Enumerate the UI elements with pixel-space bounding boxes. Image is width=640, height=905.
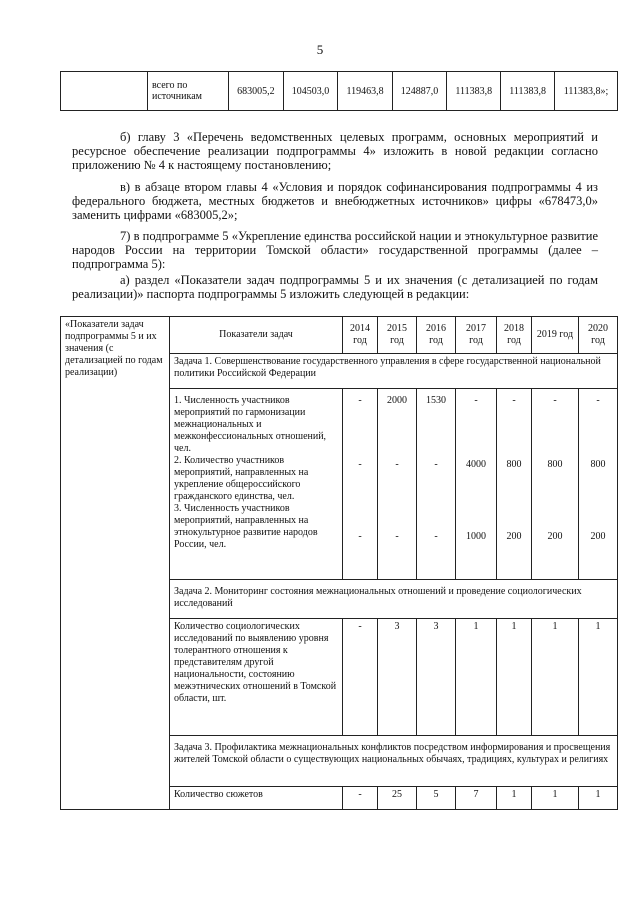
header-year: 2015 год xyxy=(378,317,417,354)
values-cell xyxy=(378,389,417,580)
indicator-value: 800 xyxy=(590,459,606,470)
header-indicators: Показатели задач xyxy=(170,317,343,354)
indicator-value: 2000 xyxy=(387,395,407,406)
values-cell xyxy=(456,389,497,580)
indicator-name: 1. Численность участников мероприятий по гармонизации межнациональных и межконфессиональных отношений, чел. xyxy=(174,395,327,454)
summary-label: всего по источникам xyxy=(148,72,229,111)
header-year: 2014 год xyxy=(343,317,378,354)
indicator-value: 200 xyxy=(547,531,563,542)
indicator-value: - xyxy=(395,531,399,542)
values-cell xyxy=(417,389,456,580)
indicator-value: 200 xyxy=(590,531,606,542)
header-year: 2018 год xyxy=(497,317,532,354)
summary-table xyxy=(60,71,618,111)
paragraph-v: в) в абзаце втором главы 4 «Условия и порядок софинансирования подпрограммы 4 из федерального бюджета, местных бюджетов и внебюджетных источников» цифры «678473,0» заменить цифрами «683005,2»; xyxy=(72,180,598,222)
header-year: 2017 год xyxy=(456,317,497,354)
indicator-value: 4000 xyxy=(466,459,486,470)
indicator-value: - xyxy=(512,395,516,406)
indicator-value: 1 xyxy=(579,619,618,736)
indicator-names xyxy=(170,389,343,580)
indicator-value: - xyxy=(553,395,557,406)
indicator-value: 800 xyxy=(506,459,522,470)
page-number: 5 xyxy=(316,42,324,57)
table-header-row xyxy=(61,317,618,354)
empty-cell xyxy=(61,72,148,111)
paragraph-a: а) раздел «Показатели задач подпрограммы 5 и их значения (с детализацией по годам реализации)» паспорта подпрограммы 5 изложить следующей в редакции: xyxy=(72,273,598,301)
task-title: Задача 1. Совершенствование государственного управления в сфере государственной национальной политики Российской Федерации xyxy=(170,354,618,389)
summary-value: 104503,0 xyxy=(283,72,338,111)
indicator-value: 1 xyxy=(579,787,618,810)
values-cell xyxy=(532,389,579,580)
values-cell xyxy=(579,389,618,580)
header-year: 2016 год xyxy=(417,317,456,354)
indicator-value: 25 xyxy=(378,787,417,810)
indicator-value: - xyxy=(395,459,399,470)
indicator-value: - xyxy=(358,395,362,406)
indicator-value: - xyxy=(358,459,362,470)
task-title: Задача 3. Профилактика межнациональных конфликтов посредством информирования и просвещения жителей Томской области о существующих национальных обычаях, традициях, культурах и религиях xyxy=(170,736,618,787)
indicator-value: 1 xyxy=(456,619,497,736)
indicator-name: Количество социологических исследований по выявлению уровня толерантного отношения к представителям другой национальности, состоянию межэтнических отношений в Томской области, шт. xyxy=(170,619,343,736)
indicator-value: 1 xyxy=(497,787,532,810)
header-year: 2019 год xyxy=(532,317,579,354)
task-title: Задача 2. Мониторинг состояния межнациональных отношений и проведение социологических исследований xyxy=(170,580,618,619)
indicator-value: 1 xyxy=(497,619,532,736)
indicators-table xyxy=(60,316,618,810)
summary-value: 119463,8 xyxy=(338,72,392,111)
table-row xyxy=(61,72,618,111)
summary-value: 111383,8 xyxy=(501,72,555,111)
summary-value: 683005,2 xyxy=(229,72,284,111)
indicator-value: 5 xyxy=(417,787,456,810)
indicator-value: - xyxy=(358,531,362,542)
indicator-value: - xyxy=(434,459,438,470)
indicator-value: 1 xyxy=(532,787,579,810)
indicator-value: 800 xyxy=(547,459,563,470)
indicator-value: 1 xyxy=(532,619,579,736)
summary-value: 124887,0 xyxy=(392,72,447,111)
indicator-value: 3 xyxy=(417,619,456,736)
indicator-value: 7 xyxy=(456,787,497,810)
indicator-value: 1530 xyxy=(426,395,446,406)
values-cell xyxy=(497,389,532,580)
indicator-value: - xyxy=(474,395,478,406)
indicator-value: - xyxy=(343,787,378,810)
header-year: 2020 год xyxy=(579,317,618,354)
summary-value: 111383,8 xyxy=(447,72,501,111)
indicator-name: 3. Численность участников мероприятий, направленных на этнокультурное развитие народов России, чел. xyxy=(174,503,318,550)
indicator-value: - xyxy=(343,619,378,736)
indicator-value: - xyxy=(434,531,438,542)
indicator-value: 1000 xyxy=(466,531,486,542)
summary-value: 111383,8»; xyxy=(554,72,617,111)
indicator-value: - xyxy=(596,395,600,406)
values-cell xyxy=(343,389,378,580)
section-label: «Показатели задач подпрограммы 5 и их значения (с детализацией по годам реализации) xyxy=(61,317,170,810)
paragraph-b: б) главу 3 «Перечень ведомственных целевых программ, основных мероприятий и ресурсное обеспечение реализации подпрограммы 4» изложить в новой редакции согласно приложению № 4 к настоящему постановлению; xyxy=(72,130,598,172)
indicator-name: 2. Количество участников мероприятий, направленных на укрепление общероссийского гражданского единства, чел. xyxy=(174,455,309,502)
indicator-value: 200 xyxy=(506,531,522,542)
indicator-value: 3 xyxy=(378,619,417,736)
indicator-name: Количество сюжетов xyxy=(170,787,343,810)
paragraph-7: 7) в подпрограмме 5 «Укрепление единства российской нации и этнокультурное развитие народов России на территории Томской области» государственной программы (далее – подпрограмма 5): xyxy=(72,229,598,271)
